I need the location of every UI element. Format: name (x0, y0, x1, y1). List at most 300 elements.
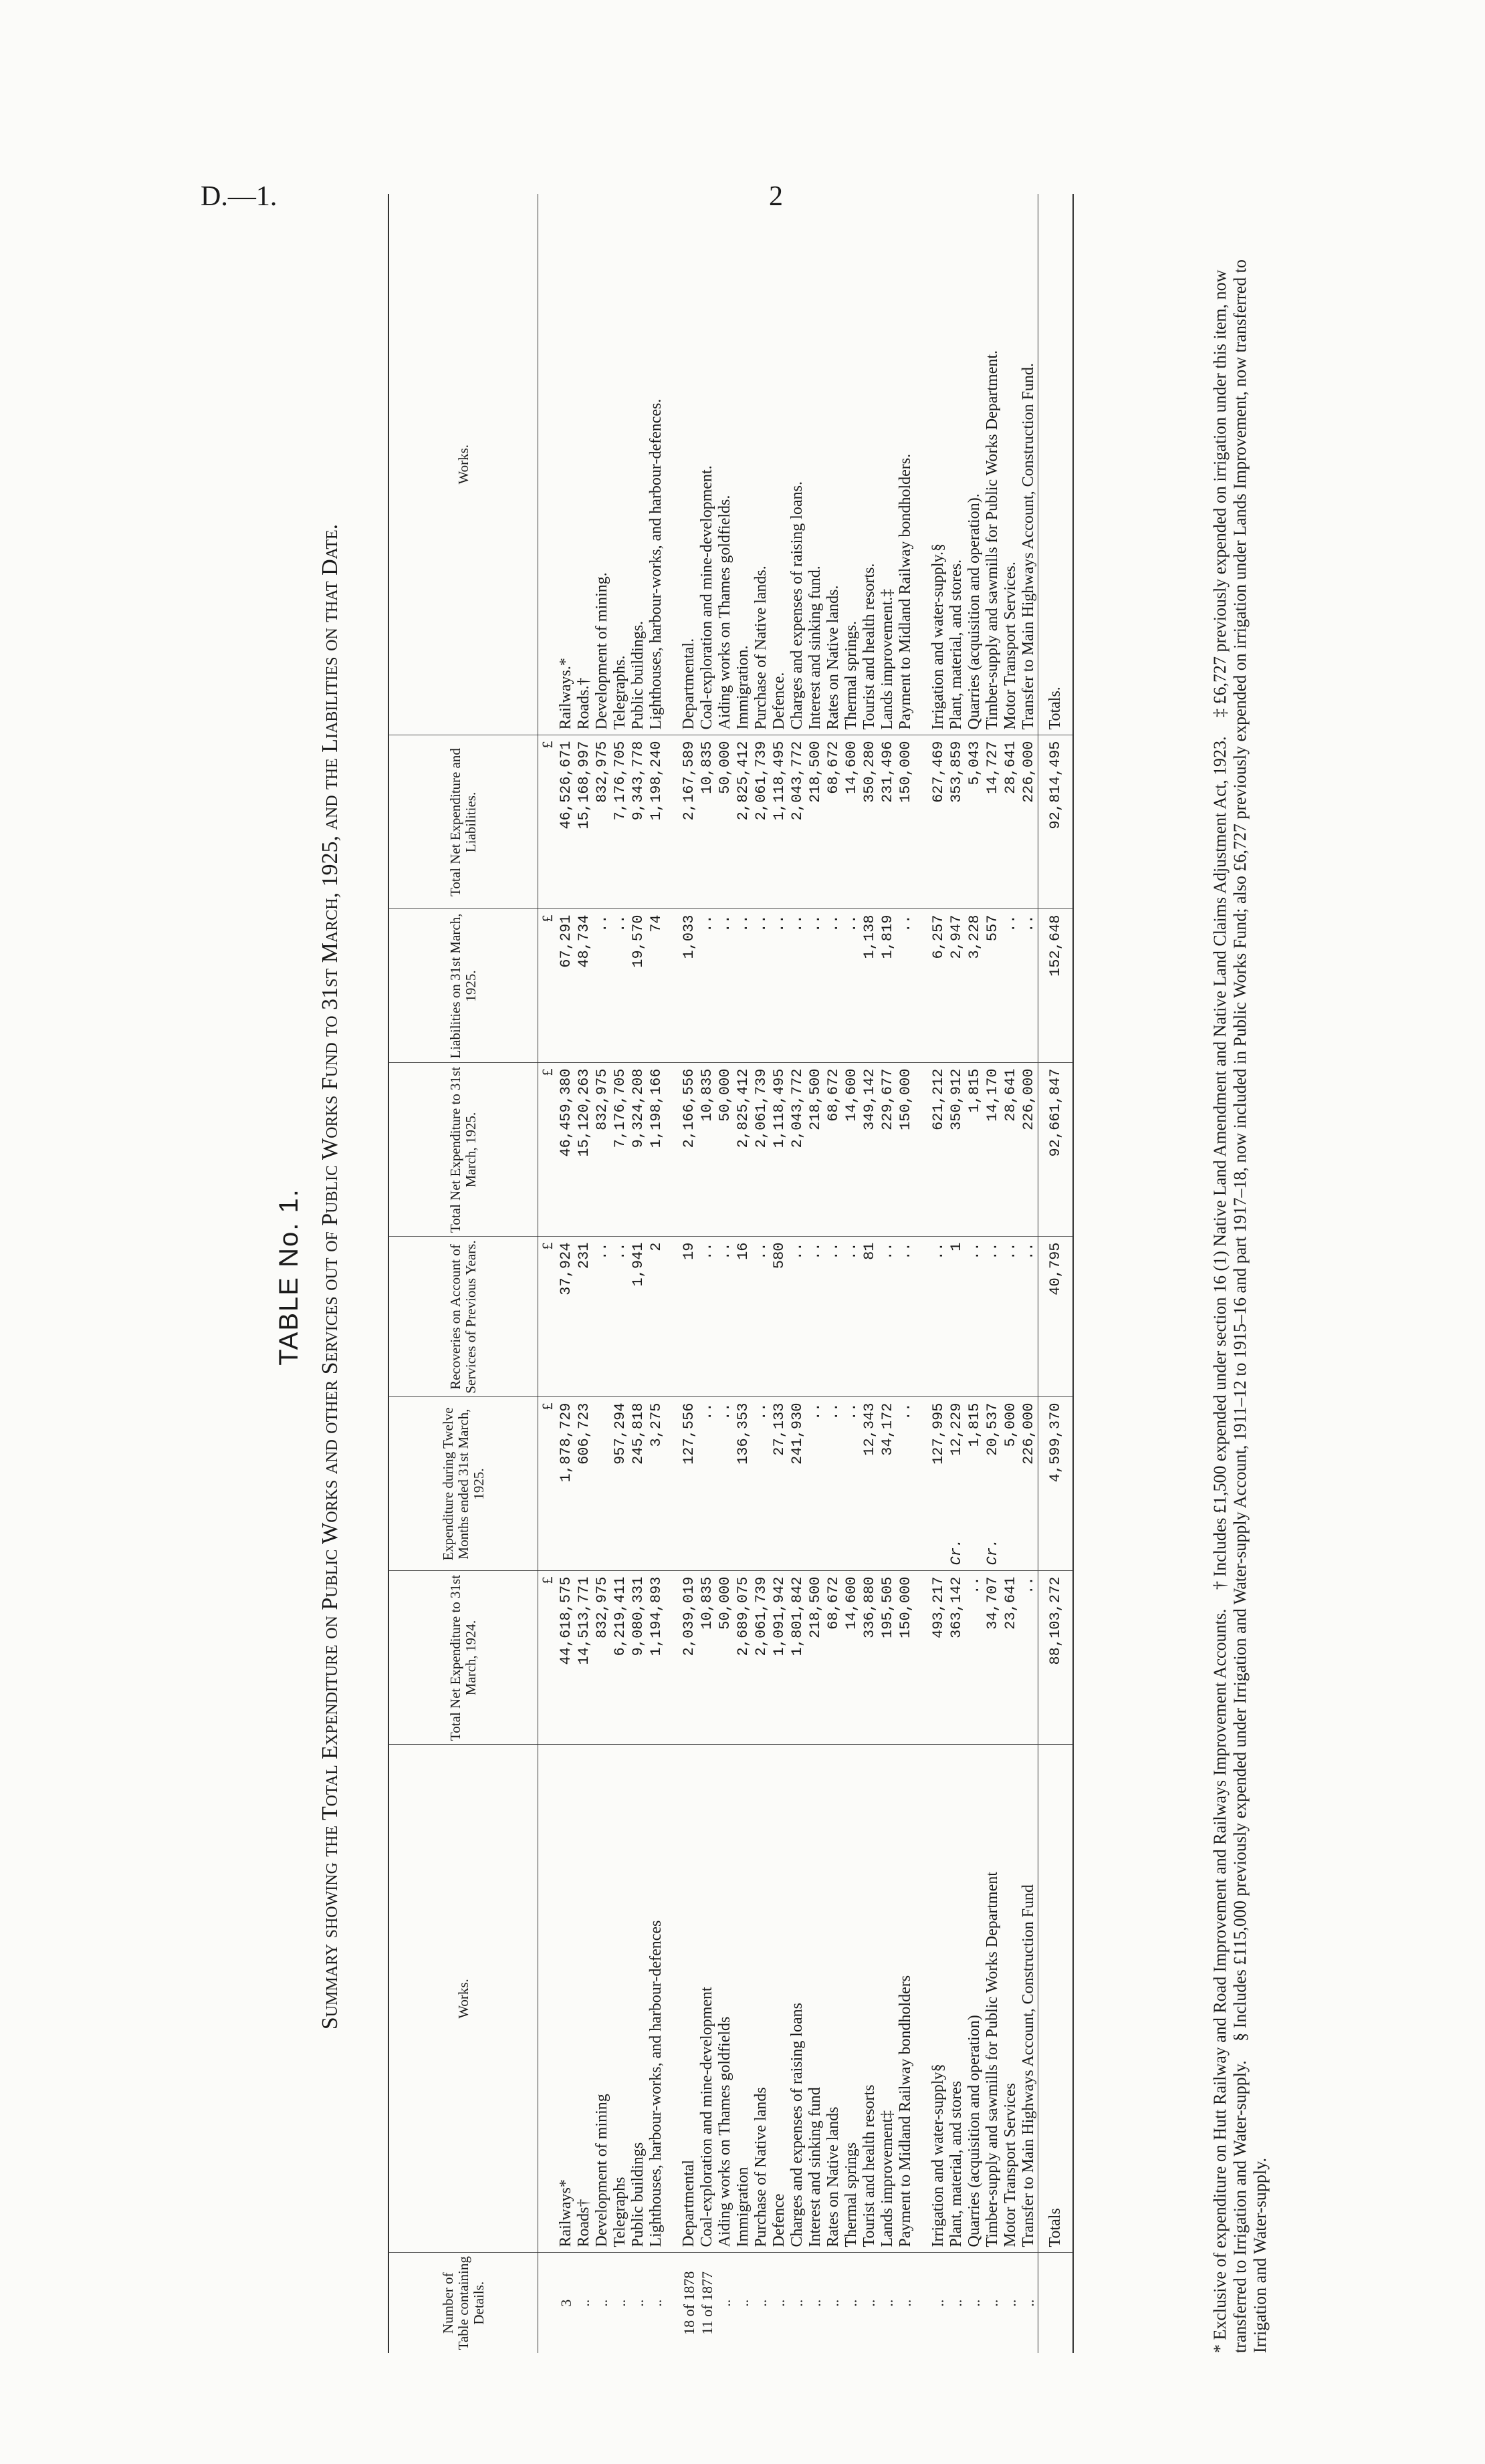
row-total-1925-text: 9,324,208 (630, 1068, 647, 1148)
row-liabilities (788, 909, 806, 1063)
row-work-right-text: Plant, material, and stores. (947, 559, 965, 730)
row-exp-1925-text: 606,723 (576, 1402, 592, 1465)
row-total-liab-text: 350,280 (861, 741, 878, 803)
row-total-1925-text: 68,672 (825, 1068, 842, 1122)
row-total-liab (698, 735, 716, 909)
total-t24: 88,103,272 (1038, 1571, 1074, 1745)
total-e25: 4,599,370 (1038, 1397, 1074, 1571)
row-total-1924-text: 9,080,331 (630, 1576, 647, 1656)
row-number-text: .. (930, 2299, 947, 2307)
row-number (680, 2253, 698, 2353)
table-row (647, 194, 665, 2353)
row-liabilities (824, 909, 842, 1063)
row-recoveries (929, 1237, 947, 1397)
row-work-text: Departmental (680, 2159, 697, 2247)
row-total-1925 (929, 1063, 947, 1237)
row-work-right (680, 194, 698, 735)
row-work-right (629, 194, 647, 735)
row-recoveries-text: .. (843, 1242, 860, 1260)
row-work (611, 1745, 629, 2253)
row-work-text: Railways* (557, 2179, 574, 2247)
row-work (629, 1745, 647, 2253)
row-total-1924-text: 363,142 (948, 1576, 965, 1638)
row-liabilities (557, 909, 575, 1063)
row-recoveries-text: .. (612, 1242, 629, 1260)
table-row (984, 194, 1002, 2353)
row-liabilities (698, 909, 716, 1063)
table-row (593, 194, 611, 2353)
row-recoveries (734, 1237, 752, 1397)
row-total-1924-text: 1,091,942 (771, 1576, 788, 1656)
row-liabilities (1020, 909, 1038, 1063)
row-work (806, 1745, 824, 2253)
row-number-text: .. (789, 2299, 806, 2307)
row-work-text: Plant, material, and stores (947, 2080, 965, 2247)
row-liabilities-text: 3,228 (966, 914, 983, 959)
row-exp-1925-text: 34,172 (879, 1402, 896, 1456)
row-recoveries-text: 2 (648, 1242, 665, 1251)
col-exp-1925: Expenditure during Twelve Months ended 31st March, 1925. (388, 1397, 538, 1571)
row-total-1924 (965, 1571, 984, 1745)
row-work (861, 1745, 879, 2253)
row-total-1925 (824, 1063, 842, 1237)
row-recoveries (680, 1237, 698, 1397)
row-recoveries-text: .. (1002, 1242, 1019, 1260)
row-exp-1925 (984, 1397, 1002, 1571)
row-recoveries-text: .. (1020, 1242, 1037, 1260)
row-exp-1925-text: 12,343 (861, 1402, 878, 1456)
row-total-1925-text: 14,170 (984, 1068, 1001, 1122)
table-row (1020, 194, 1038, 2353)
row-recoveries (647, 1237, 665, 1397)
row-exp-1925-text: .. (897, 1402, 914, 1421)
row-exp-1925 (716, 1397, 734, 1571)
rotated-page-content (274, 174, 1331, 2380)
row-number (647, 2253, 665, 2353)
row-exp-1925-text: 241,930 (789, 1402, 806, 1465)
row-recoveries-text: .. (930, 1242, 947, 1260)
row-work (879, 1745, 897, 2253)
row-total-liab (1002, 735, 1020, 909)
row-recoveries (629, 1237, 647, 1397)
row-liabilities (716, 909, 734, 1063)
table-row (947, 194, 965, 2353)
row-work (842, 1745, 861, 2253)
row-total-1924 (788, 1571, 806, 1745)
row-total-1925-text: 2,061,739 (753, 1068, 770, 1148)
row-liabilities-text: 557 (984, 914, 1001, 942)
row-liabilities-text: .. (1020, 914, 1037, 933)
row-exp-1925 (680, 1397, 698, 1571)
row-work-right-text: Payment to Midland Railway bondholders. (897, 453, 914, 730)
row-number-text: 18 of 1878 (681, 2271, 697, 2335)
row-recoveries (984, 1237, 1002, 1397)
row-recoveries-text: 81 (861, 1242, 878, 1260)
table-row (557, 194, 575, 2353)
row-total-1924-text: 6,219,411 (612, 1576, 629, 1656)
row-number-text: .. (984, 2299, 1001, 2307)
row-total-liab-text: 68,672 (825, 741, 842, 794)
row-work-text: Tourist and health resorts (861, 2084, 878, 2247)
row-total-1924 (984, 1571, 1002, 1745)
row-number-text: .. (1020, 2299, 1037, 2307)
row-work-text: Thermal springs (842, 2142, 860, 2247)
row-work-text: Irrigation and water-supply§ (929, 2064, 947, 2247)
row-total-1925-text: 226,000 (1020, 1068, 1037, 1130)
page-number: 2 (769, 181, 783, 212)
row-recoveries (716, 1237, 734, 1397)
row-recoveries-text: .. (789, 1242, 806, 1260)
row-recoveries (861, 1237, 879, 1397)
row-exp-1925 (947, 1397, 965, 1571)
row-exp-1925-text: .. (843, 1402, 860, 1421)
row-liabilities-text: .. (807, 914, 824, 933)
row-recoveries (611, 1237, 629, 1397)
row-total-liab (879, 735, 897, 909)
table-row (698, 194, 716, 2353)
row-work-right (575, 194, 593, 735)
footnote-ddagger: ‡ £6,727 previously expended on irrigation under this item, now transferred to Irrigation and Water-supply. (1210, 269, 1250, 2353)
row-work-text: Development of mining (593, 2094, 610, 2247)
row-total-1924 (629, 1571, 647, 1745)
row-number (879, 2253, 897, 2353)
footnote-star: * Exclusive of expenditure on Hutt Railway and Road Improvement and Railways Improvement Accounts. (1210, 1608, 1230, 2353)
row-exp-1925-text: 245,818 (630, 1402, 647, 1465)
row-total-1925 (752, 1063, 770, 1237)
row-work-right (879, 194, 897, 735)
row-total-1925 (947, 1063, 965, 1237)
table-row (842, 194, 861, 2353)
row-number-text: .. (948, 2299, 965, 2307)
row-work-right-text: Coal-exploration and mine-development. (698, 465, 715, 730)
row-total-liab (593, 735, 611, 909)
row-total-1925-text: 1,815 (966, 1068, 983, 1113)
row-liabilities-text: .. (843, 914, 860, 933)
row-number (842, 2253, 861, 2353)
row-work-right-text: Purchase of Native lands. (752, 566, 770, 730)
row-total-1925 (698, 1063, 716, 1237)
row-liabilities-text: 48,734 (576, 914, 592, 968)
row-total-1924 (824, 1571, 842, 1745)
row-total-1924-text: 150,000 (897, 1576, 914, 1638)
row-number (1002, 2253, 1020, 2353)
row-recoveries-text: 580 (771, 1242, 788, 1269)
row-total-1924 (1020, 1571, 1038, 1745)
row-total-1924-text: .. (966, 1576, 983, 1594)
row-exp-1925 (698, 1397, 716, 1571)
row-recoveries-text: .. (897, 1242, 914, 1260)
row-work-right (842, 194, 861, 735)
row-work-right (611, 194, 629, 735)
row-total-liab (770, 735, 788, 909)
row-total-liab (897, 735, 915, 909)
row-total-liab (788, 735, 806, 909)
row-total-liab (842, 735, 861, 909)
row-exp-1925-text: 136,353 (735, 1402, 752, 1465)
row-total-1924 (770, 1571, 788, 1745)
col-number: Number of Table containing Details. (388, 2253, 538, 2353)
row-total-1925-text: 229,677 (879, 1068, 896, 1130)
row-liabilities (861, 909, 879, 1063)
row-work-right-text: Tourist and health resorts. (861, 563, 878, 730)
row-total-1924-text: 34,707 (984, 1576, 1001, 1630)
row-liabilities-text: 67,291 (558, 914, 574, 968)
row-liabilities (752, 909, 770, 1063)
row-total-1925-text: 2,825,412 (735, 1068, 752, 1148)
row-work-text: Purchase of Native lands (752, 2087, 770, 2247)
row-total-liab-text: 2,043,772 (789, 741, 806, 821)
row-work (824, 1745, 842, 2253)
row-liabilities-text: .. (789, 914, 806, 933)
row-work (947, 1745, 965, 2253)
row-total-1924-text: 1,801,842 (789, 1576, 806, 1656)
row-recoveries (965, 1237, 984, 1397)
credit-marker: Cr. (948, 1538, 965, 1566)
row-liabilities (575, 909, 593, 1063)
row-exp-1925 (806, 1397, 824, 1571)
row-number-text: .. (612, 2299, 629, 2307)
table-title: TABLE No. 1. (274, 1188, 304, 1366)
row-total-1925 (575, 1063, 593, 1237)
row-number (897, 2253, 915, 2353)
row-total-1924 (929, 1571, 947, 1745)
row-total-1924-text: 50,000 (717, 1576, 733, 1630)
table-body (538, 194, 1074, 2353)
col-liabilities: Liabilities on 31st March, 1925. (388, 909, 538, 1063)
row-work-right-text: Irrigation and water-supply.§ (929, 543, 947, 730)
row-total-1924-text: 10,835 (699, 1576, 715, 1630)
row-total-1924-text: 2,061,739 (753, 1576, 770, 1656)
row-exp-1925 (611, 1397, 629, 1571)
row-liabilities (611, 909, 629, 1063)
total-tl: 92,814,495 (1038, 735, 1074, 909)
row-recoveries (788, 1237, 806, 1397)
row-number (965, 2253, 984, 2353)
row-work-text: Coal-exploration and mine-development (698, 1987, 715, 2247)
total-blank (1038, 2253, 1074, 2353)
row-work-text: Aiding works on Thames goldfields (716, 2016, 733, 2247)
row-total-1924 (879, 1571, 897, 1745)
row-total-1924-text: 1,194,893 (648, 1576, 665, 1656)
table-summary: Summary showing the Total Expenditure on Public Works and other Services out of Public Works Fund to 31st March, 1925, and the Liabilities on that Date. (318, 523, 342, 2030)
row-total-liab-text: 150,000 (897, 741, 914, 803)
row-total-liab (806, 735, 824, 909)
row-total-1925 (770, 1063, 788, 1237)
row-total-1925-text: 150,000 (897, 1068, 914, 1130)
row-total-1925 (557, 1063, 575, 1237)
table-row (897, 194, 915, 2353)
row-work-right-text: Quarries (acquisition and operation). (965, 493, 983, 730)
row-number-text: .. (648, 2299, 665, 2307)
row-liabilities (629, 909, 647, 1063)
row-liabilities (947, 909, 965, 1063)
row-number (947, 2253, 965, 2353)
row-recoveries (698, 1237, 716, 1397)
row-total-liab-text: 2,061,739 (753, 741, 770, 821)
row-total-1924 (611, 1571, 629, 1745)
row-liabilities (897, 909, 915, 1063)
row-liabilities-text: 2,947 (948, 914, 965, 959)
row-work-right-text: Timber-supply and sawmills for Public Works Department. (984, 350, 1001, 730)
row-exp-1925-text: .. (699, 1402, 715, 1421)
row-liabilities (879, 909, 897, 1063)
row-number-text: .. (630, 2299, 647, 2307)
row-work-right-text: Defence. (770, 672, 788, 730)
row-total-liab (752, 735, 770, 909)
row-exp-1925 (1020, 1397, 1038, 1571)
row-total-1924 (861, 1571, 879, 1745)
row-total-1925 (611, 1063, 629, 1237)
row-work-right (929, 194, 947, 735)
row-work-right-text: Roads.† (575, 677, 592, 730)
table-row (861, 194, 879, 2353)
row-total-1925-text: 350,912 (948, 1068, 965, 1130)
row-number (575, 2253, 593, 2353)
row-total-liab-text: 14,600 (843, 741, 860, 794)
row-number-text: .. (843, 2299, 860, 2307)
row-total-liab (557, 735, 575, 909)
currency-symbol: £ (538, 735, 558, 909)
row-work-text: Lighthouses, harbour-works, and harbour-defences (647, 1920, 665, 2247)
row-liabilities-text: 1,033 (681, 914, 697, 959)
row-work-right-text: Lighthouses, harbour-works, and harbour-defences. (647, 398, 665, 730)
currency-symbol: £ (538, 1397, 558, 1571)
row-total-1924-text: 44,618,575 (558, 1576, 574, 1665)
row-exp-1925 (824, 1397, 842, 1571)
row-total-liab-text: 28,641 (1002, 741, 1019, 794)
table-row (965, 194, 984, 2353)
row-work-text: Lands improvement‡ (879, 2110, 896, 2247)
row-total-1924-text: 14,513,771 (576, 1576, 592, 1665)
row-total-1925 (897, 1063, 915, 1237)
row-number-text: .. (879, 2299, 896, 2307)
table-row (929, 194, 947, 2353)
row-exp-1925 (647, 1397, 665, 1571)
row-total-1925 (734, 1063, 752, 1237)
row-work (698, 1745, 716, 2253)
row-number (770, 2253, 788, 2353)
row-work-right (897, 194, 915, 735)
row-total-1925-text: 621,212 (930, 1068, 947, 1130)
row-recoveries (593, 1237, 611, 1397)
row-total-liab-text: 353,859 (948, 741, 965, 803)
row-total-liab (647, 735, 665, 909)
row-liabilities-text: 1,138 (861, 914, 878, 959)
table-row (806, 194, 824, 2353)
row-exp-1925-text: 1,815 (966, 1402, 983, 1447)
row-work-right-text: Rates on Native lands. (824, 585, 842, 730)
row-total-liab-text: 46,526,671 (558, 741, 574, 830)
row-liabilities-text: .. (1002, 914, 1019, 933)
row-total-1925-text: 28,641 (1002, 1068, 1019, 1122)
row-recoveries-text: .. (825, 1242, 842, 1260)
row-number (806, 2253, 824, 2353)
col-total-1925: Total Net Expenditure to 31st March, 1925. (388, 1063, 538, 1237)
col-works: Works. (388, 1745, 538, 2253)
row-work (680, 1745, 698, 2253)
row-total-1925-text: 46,459,380 (558, 1068, 574, 1157)
row-work-right-text: Aiding works on Thames goldfields. (716, 495, 733, 730)
row-work-text: Charges and expenses of raising loans (788, 2003, 806, 2247)
row-work-right (752, 194, 770, 735)
total-work: Totals (1038, 1745, 1074, 2253)
row-total-1925-text: 2,043,772 (789, 1068, 806, 1148)
row-liabilities-text: .. (753, 914, 770, 933)
row-recoveries-text: 1,941 (630, 1242, 647, 1287)
row-number (698, 2253, 716, 2353)
row-total-1925-text: 832,975 (594, 1068, 610, 1130)
row-number (984, 2253, 1002, 2353)
row-total-1925-text: 218,500 (807, 1068, 824, 1130)
row-exp-1925-text: 127,995 (930, 1402, 947, 1465)
total-work_r: Totals. (1038, 194, 1074, 735)
header-row (388, 194, 538, 2353)
table-row (1002, 194, 1020, 2353)
row-exp-1925 (557, 1397, 575, 1571)
row-recoveries-text: .. (594, 1242, 610, 1260)
row-recoveries-text: .. (753, 1242, 770, 1260)
row-total-1924 (680, 1571, 698, 1745)
row-recoveries-text: .. (984, 1242, 1001, 1260)
row-total-1924 (557, 1571, 575, 1745)
row-work (984, 1745, 1002, 2253)
row-liabilities (734, 909, 752, 1063)
row-work-right-text: Railways.* (557, 658, 574, 730)
row-exp-1925-text: 27,133 (771, 1402, 788, 1456)
row-number-text: .. (771, 2299, 788, 2307)
row-work (897, 1745, 915, 2253)
row-total-1924 (1002, 1571, 1020, 1745)
table-row (770, 194, 788, 2353)
row-exp-1925-text: .. (753, 1402, 770, 1421)
row-exp-1925 (593, 1397, 611, 1571)
row-total-1924-text: 218,500 (807, 1576, 824, 1638)
row-work-text: Public buildings (629, 2142, 647, 2247)
row-exp-1925 (575, 1397, 593, 1571)
col-total-1924: Total Net Expenditure to 31st March, 1924. (388, 1571, 538, 1745)
row-exp-1925-text: 1,878,729 (558, 1402, 574, 1483)
footnotes (1210, 194, 1270, 2353)
table-row (788, 194, 806, 2353)
row-recoveries-text: .. (699, 1242, 715, 1260)
row-total-1925 (629, 1063, 647, 1237)
row-total-1925 (861, 1063, 879, 1237)
col-works-right: Works. (388, 194, 538, 735)
document-code: D.—1. (201, 181, 277, 212)
row-total-liab-text: 1,118,495 (771, 741, 788, 821)
row-work-right (788, 194, 806, 735)
row-total-liab-text: 7,176,705 (612, 741, 629, 821)
row-recoveries (879, 1237, 897, 1397)
row-total-liab-text: 14,727 (984, 741, 1001, 794)
row-work (557, 1745, 575, 2253)
row-total-liab-text: 627,469 (930, 741, 947, 803)
row-total-liab-text: 5,043 (966, 741, 983, 785)
row-work (965, 1745, 984, 2253)
row-total-1925 (965, 1063, 984, 1237)
row-total-1924 (842, 1571, 861, 1745)
row-number (611, 2253, 629, 2353)
row-work-right (947, 194, 965, 735)
row-recoveries-text: .. (807, 1242, 824, 1260)
row-exp-1925 (965, 1397, 984, 1571)
currency-symbol: £ (538, 1063, 558, 1237)
row-work-right-text: Charges and expenses of raising loans. (788, 481, 806, 730)
row-exp-1925 (879, 1397, 897, 1571)
table-row (734, 194, 752, 2353)
row-work-right (1020, 194, 1038, 735)
row-work-text: Immigration (734, 2167, 752, 2247)
